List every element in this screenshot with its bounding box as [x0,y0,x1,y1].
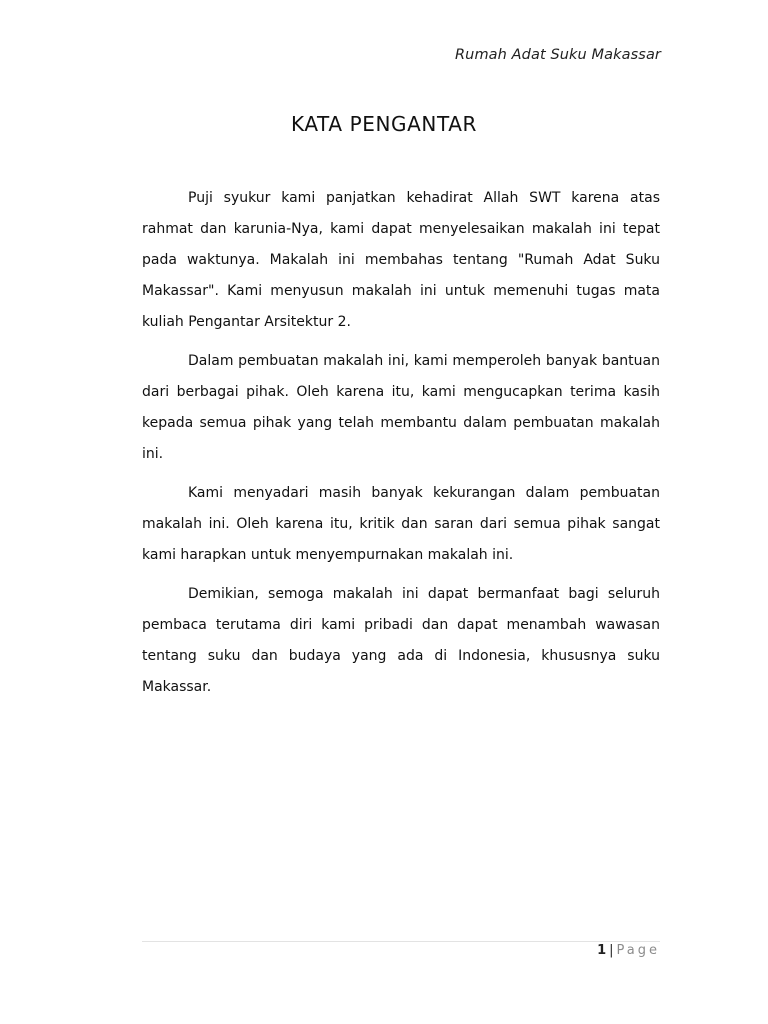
page-title: KATA PENGANTAR [290,112,478,136]
running-header: Rumah Adat Suku Makassar [454,47,661,63]
page-number: 1 [597,943,607,958]
body-text [142,183,660,711]
footer-divider [142,941,660,942]
paragraph: Demikian, semoga makalah ini dapat bermanfaat bagi seluruh pembaca terutama diri kami pribadi dan dapat menambah wawasan tentang suku dan budaya yang ada di Indonesia, khususnya suku Makassar. [142,586,660,695]
paragraph: Dalam pembuatan makalah ini, kami memperoleh banyak bantuan dari berbagai pihak. Oleh karena itu, kami mengucapkan terima kasih kepada semua pihak yang telah membantu dalam pembuatan makalah ini. [142,353,660,462]
page-footer [597,943,660,958]
footer-separator: | [609,943,614,958]
paragraph: Puji syukur kami panjatkan kehadirat Allah SWT karena atas rahmat dan karunia-Nya, kami dapat menyelesaikan makalah ini tepat pada waktunya. Makalah ini membahas tentang "Rumah Adat Suku Makassar". Kami menyusun makalah ini untuk memenuhi tugas mata kuliah Pengantar Arsitektur 2. [142,190,660,330]
page-label: Page [616,943,660,958]
paragraph: Kami menyadari masih banyak kekurangan dalam pembuatan makalah ini. Oleh karena itu, kritik dan saran dari semua pihak sangat kami harapkan untuk menyempurnakan makalah ini. [142,485,660,563]
